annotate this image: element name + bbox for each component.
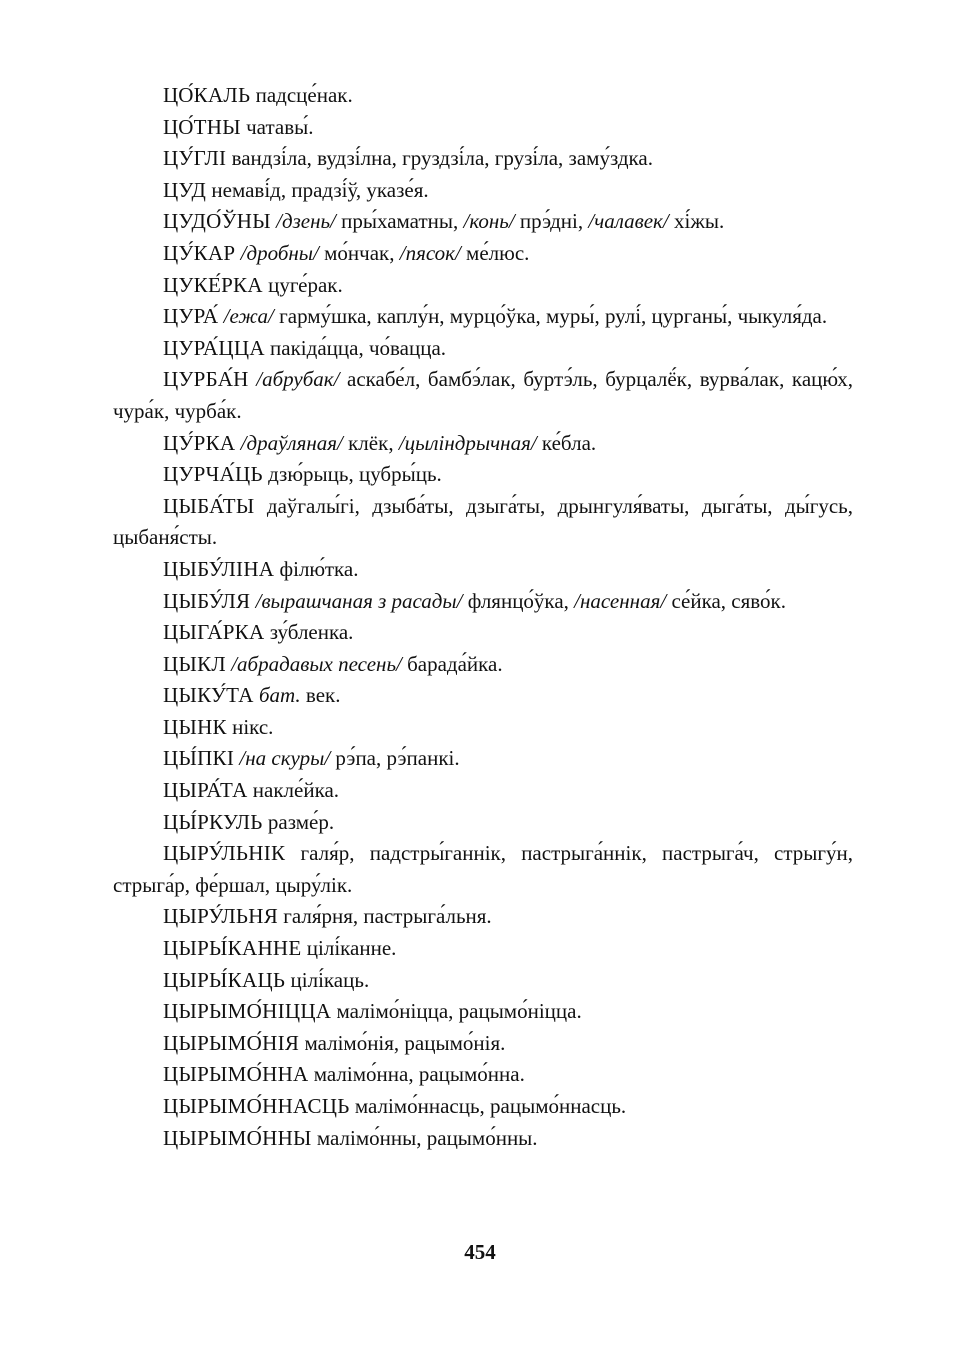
dictionary-entry (113, 1028, 853, 1060)
entry-headword: ЦУРБА́Н (163, 367, 249, 392)
entry-headword: ЦУ́КАР (163, 240, 236, 265)
dictionary-entry (113, 112, 853, 144)
entry-headword: ЦЫБУ́ЛЯ (163, 588, 251, 613)
entry-synonyms: галя́р, падстры́ганнік, пастрыга́ннік, пастрыга́ч, стрыгу́н, стрыга́р, фе́ршал, цыру́лік. (113, 841, 853, 897)
entry-synonyms: цілі́канне. (301, 936, 397, 961)
entry-headword: ЦУДО́ЎНЫ (163, 209, 271, 234)
entry-headword: ЦЫРЫ́КАЦЬ (163, 967, 286, 992)
entry-synonyms: даўгалы́гі, дзыба́ты, дзыга́ты, дрынгуля́ваты, дыга́ты, ды́гусь, цыбаня́сты. (113, 493, 853, 550)
entry-headword: ЦЫКУ́ТА (163, 683, 254, 708)
entry-headword: ЦЫРУ́ЛЬНІК (163, 841, 286, 866)
entry-gloss: /вырашчаная з расады/ (255, 588, 463, 613)
entry-synonyms: галя́рня, пастрыга́льня. (278, 904, 492, 929)
entry-synonyms: барада́йка. (401, 651, 503, 676)
dictionary-entry (113, 838, 853, 901)
entry-gloss: /ежа/ (223, 304, 274, 329)
entry-gloss: /конь/ (463, 209, 515, 234)
entry-headword: ЦЫБА́ТЫ (163, 493, 255, 518)
entry-headword: ЦУРА́ЦЦА (163, 335, 265, 360)
entry-synonyms: нікс. (226, 714, 274, 739)
entry-headword: ЦУКЕ́РКА (163, 272, 263, 297)
dictionary-entry (113, 333, 853, 365)
entry-synonyms: мо́нчак, (318, 240, 400, 265)
entry-gloss: /насенная/ (574, 588, 667, 613)
entry-synonyms: філю́тка. (274, 556, 359, 581)
entry-synonyms: падсце́нак. (250, 83, 353, 107)
dictionary-entry (113, 965, 853, 997)
entry-gloss: бат. (258, 683, 301, 708)
entry-synonyms: цуге́рак. (262, 272, 343, 297)
entry-headword: ЦО́КАЛЬ (163, 83, 251, 107)
dictionary-entry (113, 901, 853, 933)
entry-synonyms: малімо́нна, рацымо́нна. (308, 1062, 525, 1087)
entry-headword: ЦЫ́ПКІ (163, 746, 235, 771)
entry-synonyms: флянцо́ўка, (462, 588, 575, 613)
entry-headword: ЦУРА́ (163, 304, 219, 329)
entry-gloss: /абрадавых песень/ (231, 651, 402, 676)
entry-synonyms: чатавы́. (240, 114, 314, 139)
entry-synonyms: немаві́д, прадзі́ў, указе́я. (206, 177, 429, 202)
entry-synonyms: разме́р. (262, 809, 335, 834)
entry-headword: ЦЫРЫМО́НІЦЦА (163, 999, 332, 1024)
entry-gloss: /на скуры/ (239, 746, 331, 771)
dictionary-entry (113, 206, 853, 238)
entry-headword: ЦЫБУ́ЛІНА (163, 556, 275, 581)
dictionary-entry (113, 301, 853, 333)
dictionary-entry (113, 554, 853, 586)
entry-headword: ЦЫГА́РКА (163, 620, 265, 645)
entry-synonyms: се́йка, сяво́к. (666, 588, 786, 613)
entry-synonyms: гарму́шка, каплу́н, мурцо́ўка, муры́, рулі́, цурганы́, чыкуля́да. (273, 304, 828, 329)
entry-headword: ЦЫКЛ (163, 651, 226, 676)
dictionary-entry (113, 175, 853, 207)
dictionary-entry (113, 617, 853, 649)
entry-synonyms: ке́бла. (536, 430, 597, 455)
entry-gloss: /пясок/ (399, 240, 461, 265)
entry-gloss: /драўляная/ (240, 430, 343, 455)
entry-synonyms: клёк, (342, 430, 399, 455)
dictionary-page (113, 80, 853, 1154)
entry-headword: ЦУД (163, 177, 207, 202)
page-number: 454 (464, 1240, 496, 1264)
entry-headword: ЦЫ́РКУЛЬ (163, 809, 263, 834)
entry-synonyms: малімо́ннасць, рацымо́ннасць. (349, 1094, 627, 1118)
dictionary-entry (113, 586, 853, 618)
entry-synonyms: цілі́каць. (285, 967, 370, 992)
entry-synonyms: ме́люс. (460, 240, 530, 265)
entry-synonyms: малімо́нія, рацымо́нія. (299, 1030, 506, 1055)
entry-synonyms: хі́жы. (668, 209, 725, 234)
entry-synonyms: пакіда́цца, чо́вацца. (264, 335, 447, 360)
entry-headword: ЦЫНК (163, 714, 227, 739)
dictionary-entry (113, 712, 853, 744)
dictionary-entry (113, 238, 853, 270)
entry-headword: ЦЫРЫМО́ННА (163, 1062, 309, 1087)
entry-gloss: /цыліндрычная/ (398, 430, 537, 455)
entry-headword: ЦУ́ГЛІ (163, 146, 227, 171)
entry-synonyms: дзю́рыць, цубры́ць. (262, 462, 442, 487)
entry-synonyms: накле́йка. (247, 778, 340, 803)
entry-synonyms: прэ́дні, (514, 209, 589, 234)
dictionary-entry (113, 680, 853, 712)
dictionary-entry (113, 270, 853, 302)
entry-synonyms: малімо́нны, рацымо́нны. (311, 1125, 538, 1150)
entry-synonyms: пры́хаматны, (335, 209, 464, 234)
entry-synonyms: малімо́ніцца, рацымо́ніцца. (331, 999, 582, 1024)
entry-headword: ЦЫРА́ТА (163, 778, 248, 803)
dictionary-entry (113, 1091, 853, 1123)
entry-synonyms: рэ́па, рэ́панкі. (330, 746, 460, 771)
entry-gloss: /дзень/ (276, 209, 336, 234)
dictionary-entry (113, 364, 853, 427)
dictionary-entry (113, 80, 853, 112)
entry-synonyms: вандзі́ла, вудзі́лна, груздзі́ла, грузі́ла, заму́здка. (226, 146, 653, 171)
entry-headword: ЦУРЧА́ЦЬ (163, 462, 263, 487)
dictionary-entry (113, 1123, 853, 1155)
entry-headword: ЦЫРЫМО́НІЯ (163, 1030, 300, 1055)
dictionary-entry (113, 775, 853, 807)
dictionary-entry (113, 933, 853, 965)
dictionary-entry (113, 1059, 853, 1091)
dictionary-entry (113, 743, 853, 775)
entry-headword: ЦЫРУ́ЛЬНЯ (163, 904, 279, 929)
entry-headword: ЦЫРЫ́КАННЕ (163, 936, 302, 961)
dictionary-entry (113, 459, 853, 491)
entry-headword: ЦЫРЫМО́ННАСЦЬ (163, 1094, 350, 1118)
entry-synonyms: век. (300, 683, 341, 708)
entry-gloss: /дробны/ (240, 240, 319, 265)
entry-synonyms: аскабе́л, бамбэ́лак, буртэ́ль, бурцалё́к, вурва́лак, кацю́х, чура́к, чурба́к. (113, 367, 853, 423)
entry-headword: ЦО́ТНЫ (163, 114, 241, 139)
entry-gloss: /чалавек/ (588, 209, 669, 234)
dictionary-entry (113, 428, 853, 460)
entry-synonyms: зу́бленка. (264, 620, 354, 645)
entry-headword: ЦЫРЫМО́ННЫ (163, 1125, 312, 1150)
entry-gloss: /абрубак/ (256, 367, 340, 392)
entry-headword: ЦУ́РКА (163, 430, 236, 455)
dictionary-entry (113, 143, 853, 175)
dictionary-entry (113, 807, 853, 839)
dictionary-entry (113, 996, 853, 1028)
dictionary-entry (113, 649, 853, 681)
dictionary-entry (113, 491, 853, 554)
